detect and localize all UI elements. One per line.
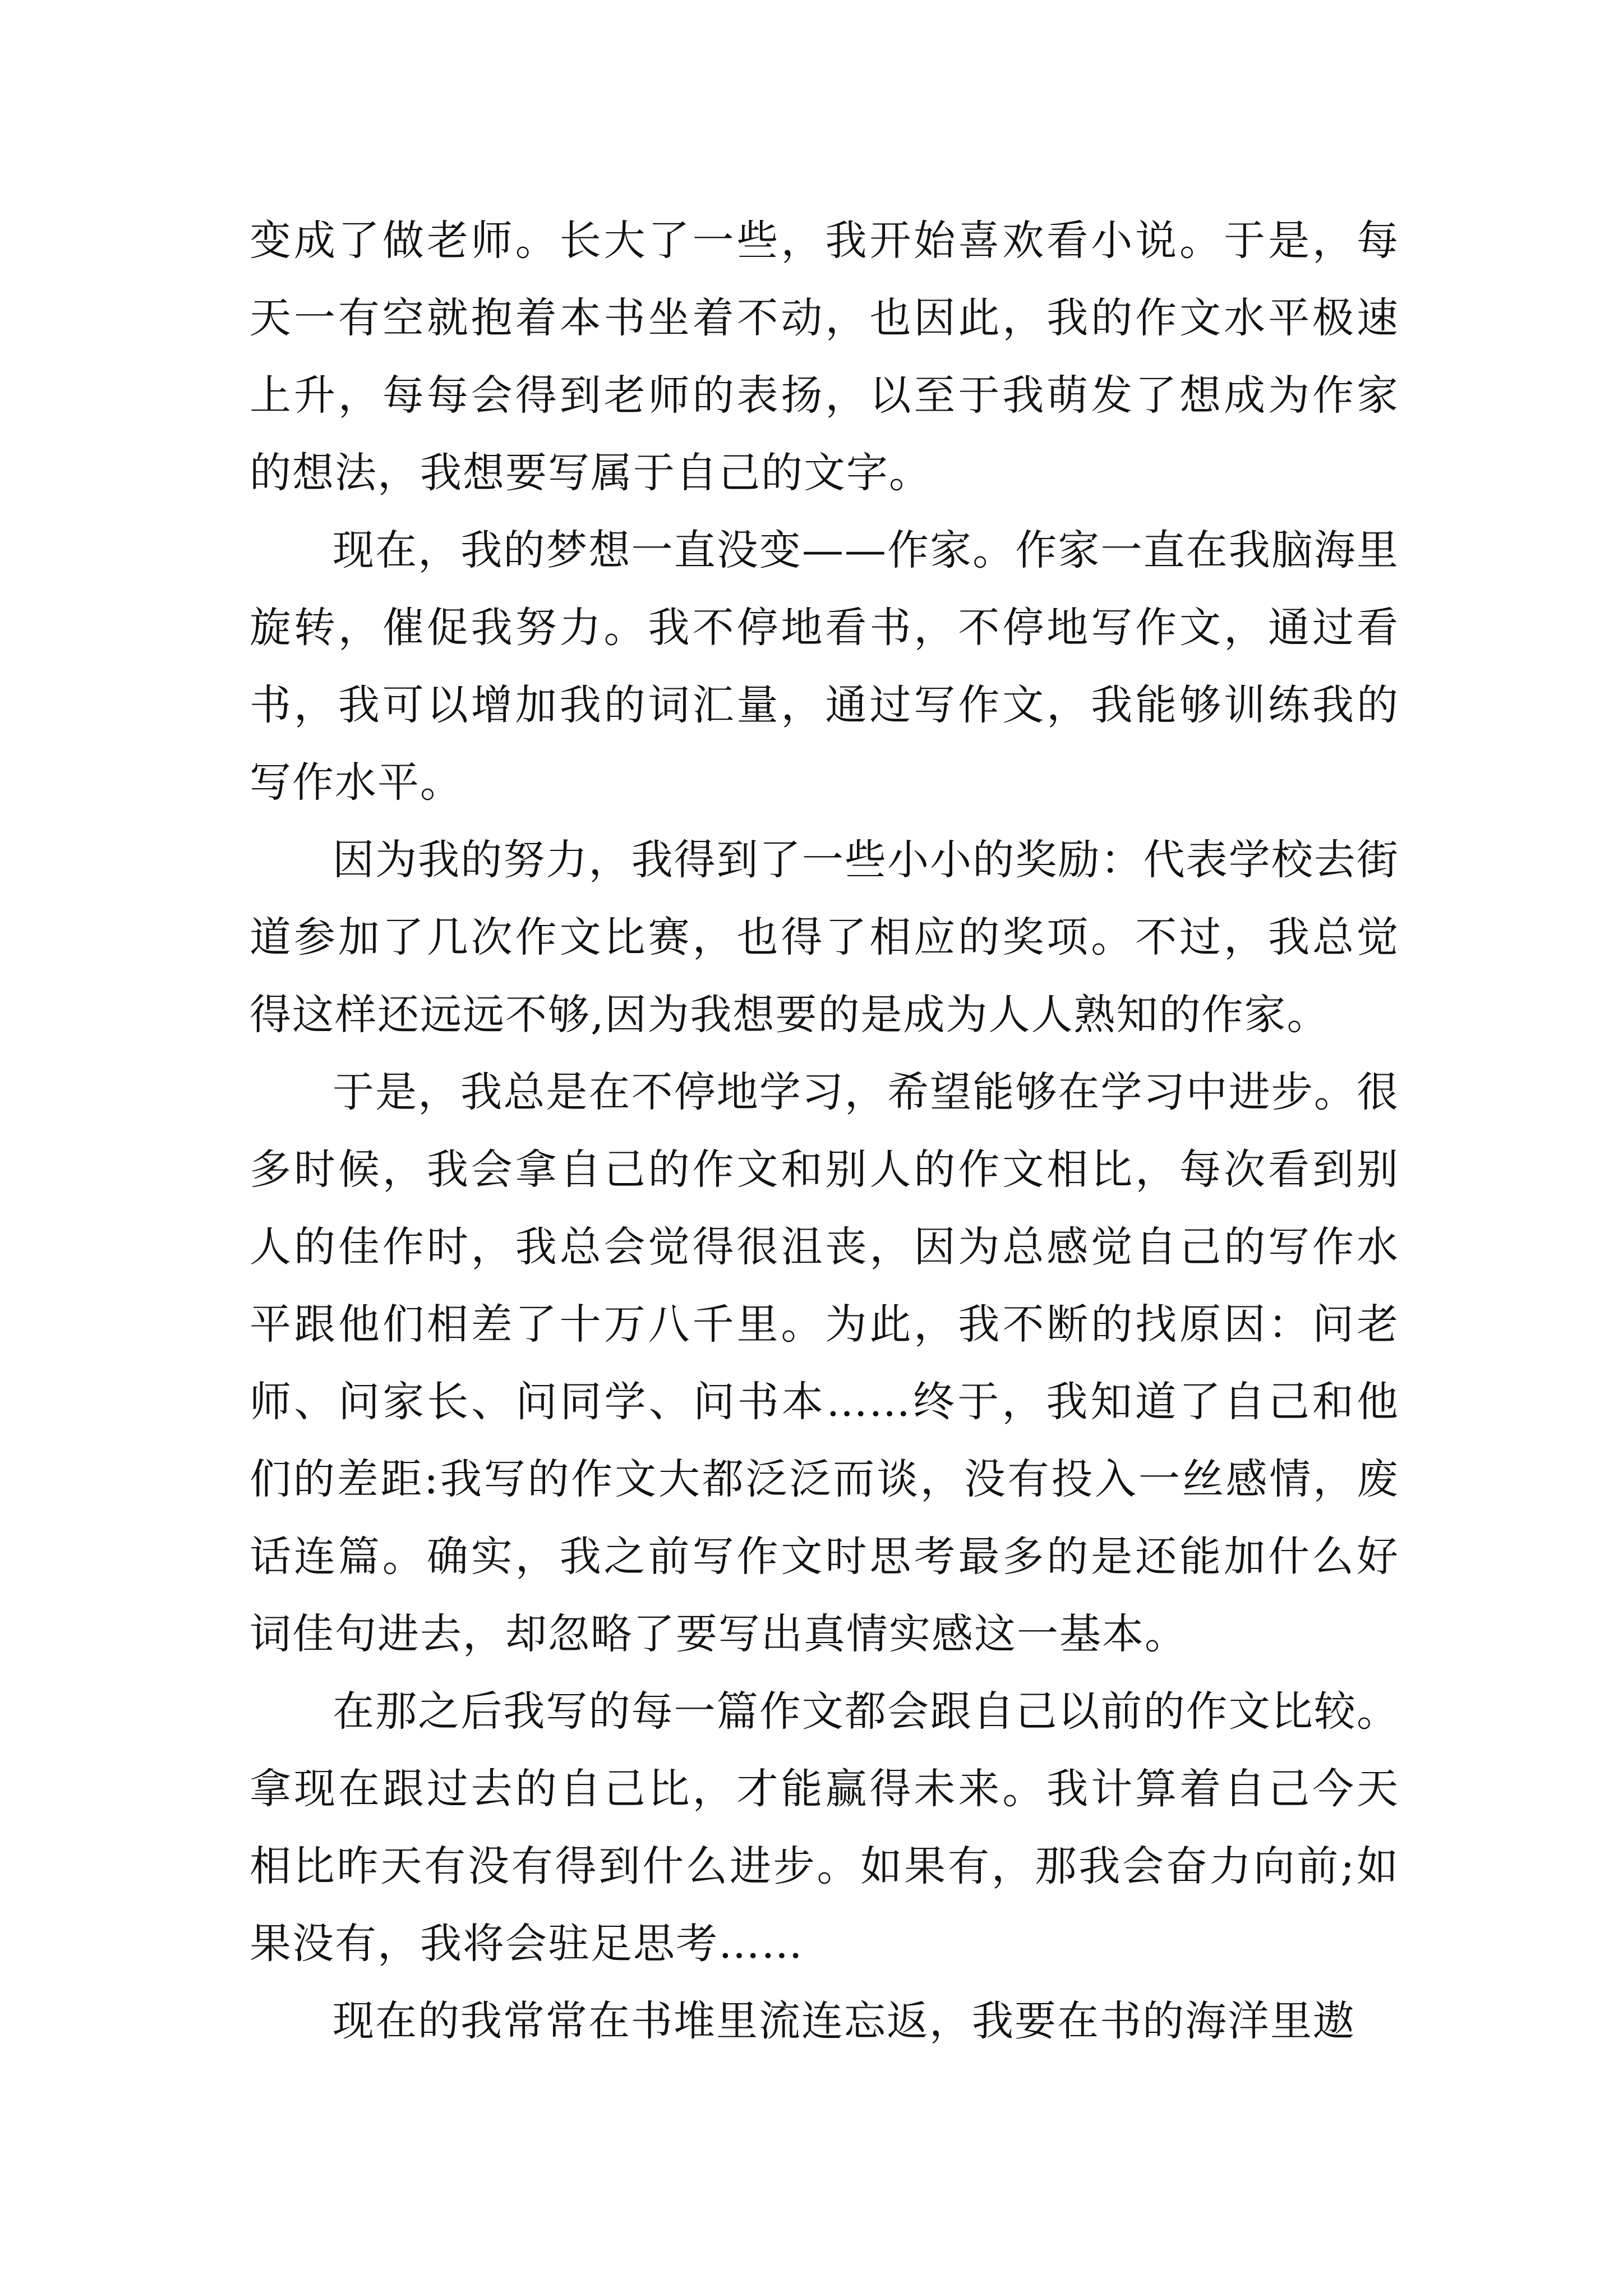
paragraph-4: 于是，我总是在不停地学习，希望能够在学习中进步。很多时候，我会拿自己的作文和别人的作文相比，每次看到别人的佳作时，我总会觉得很沮丧，因为总感觉自己的写作水平跟他们相差了十万八千里。为此，我不断的找原因：问老师、问家长、问同学、问书本……终于，我知道了自己和他们的差距:我写的作文大都泛泛而谈，没有投入一丝感情，废话连篇。确实，我之前写作文时思考最多的是还能加什么好词佳句进去，却忽略了要写出真情实感这一基本。	[250, 1068, 1399, 1658]
paragraph-3: 因为我的努力，我得到了一些小小的奖励：代表学校去街道参加了几次作文比赛，也得了相应的奖项。不过，我总觉得这样还远远不够,因为我想要的是成为人人熟知的作家。	[250, 836, 1399, 1039]
paragraph-1: 变成了做老师。长大了一些，我开始喜欢看小说。于是，每天一有空就抱着本书坐着不动，也因此，我的作文水平极速上升，每每会得到老师的表扬，以至于我萌发了想成为作家的想法，我想要写属于自己的文字。	[250, 217, 1399, 497]
paragraph-6: 现在的我常常在书堆里流连忘返，我要在书的海洋里遨	[333, 1997, 1355, 2045]
paragraph-5: 在那之后我写的每一篇作文都会跟自己以前的作文比较。拿现在跟过去的自己比，才能赢得未来。我计算着自己今天相比昨天有没有得到什么进步。如果有，那我会奋力向前;如果没有，我将会驻足思考……	[250, 1687, 1399, 1968]
paragraph-2: 现在，我的梦想一直没变——作家。作家一直在我脑海里旋转，催促我努力。我不停地看书，不停地写作文，通过看书，我可以增加我的词汇量，通过写作文，我能够训练我的写作水平。	[250, 526, 1399, 807]
document-body	[250, 202, 1399, 2060]
